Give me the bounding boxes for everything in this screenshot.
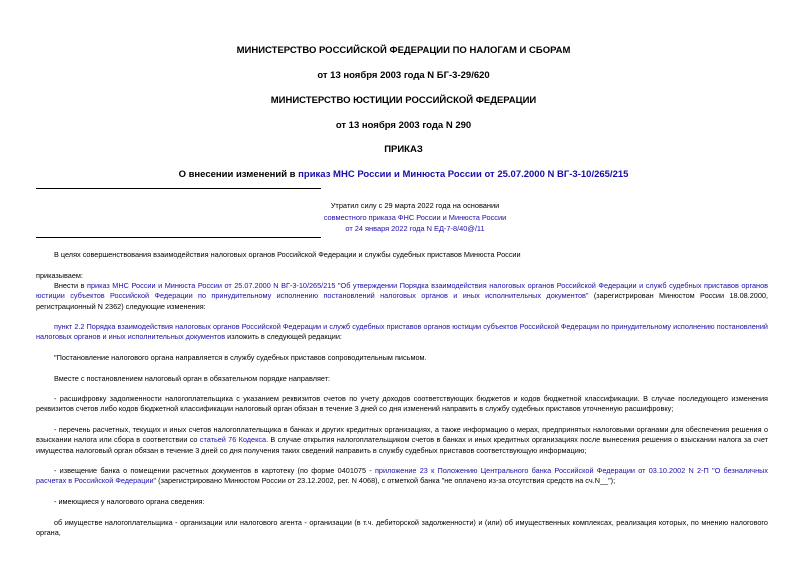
header-ministry-tax: МИНИСТЕРСТВО РОССИЙСКОЙ ФЕДЕРАЦИИ ПО НАЛОГАМ И СБОРАМ	[236, 45, 571, 56]
paragraph-bank-notice	[36, 466, 768, 487]
accounts-text-b: . В случае открытия налогоплательщиком счетов в банках и иных кредитных организациях после вынесения решения о взыскании налога за счет имущества налоговый орган обязан в течение 3 дней со дня получения таких сведений направить в службу судебных приставов соответствующую информацию;	[36, 435, 768, 455]
central-bank-link[interactable]: приложение 23 к Положению Центрального банка Российской Федерации от 03.10.2002 N 2-П "О безналичных расчетах в Российской Федерации"	[36, 466, 769, 486]
paragraph-purpose: В целях совершенствования взаимодействия налоговых органов Российской Федерации и службы судебных приставов Минюста России	[54, 250, 521, 259]
paragraph-together: Вместе с постановлением налоговый орган в обязательном порядке направляет:	[54, 374, 331, 383]
bank-notice-text-b: (зарегистрировано Минюстом России от 23.12.2002, рег. N 4068), с отметкой банка "не оплачено из-за отсутствия средств на сч.N__");	[156, 476, 616, 486]
amendment-link[interactable]: приказ МНС России и Минюста России от 25.07.2000 N ВГ-3-10/265/215 "Об утверждении Порядка взаимодействия налоговых органов Российской Федерации и служб судебных приставов органов юстиции субъектов Российской Федерации по принудительному исполнению постановлений налоговых органов и иных исполнительных документов"	[36, 281, 769, 301]
article-76-link[interactable]: статьей 76 Кодекса	[199, 435, 267, 445]
paragraph-debt-breakdown: - расшифровку задолженности налогоплательщика с указанием реквизитов счетов по учету доходов соответствующих бюджетов и кодов бюджетной классификации. В случае последующего изменения реквизитов счетов либо кодов бюджетной классификации налоговый орган обязан в течение 3 дней со дня изменений направить в службу судебных приставов уточненную расшифровку;	[36, 394, 768, 414]
document-type-title: ПРИКАЗ	[384, 144, 423, 155]
paragraph-accounts-list	[36, 425, 768, 456]
status-note-text: Утратил силу с 29 марта 2022 года на основании	[330, 201, 500, 210]
bank-notice-text-a: - извещение банка о помещении расчетных документов в картотеку (по форме 0401075 -	[54, 466, 375, 475]
bottom-divider	[36, 237, 321, 238]
clause-link[interactable]: пункт 2.2 Порядка взаимодействия налоговых органов Российской Федерации и служб судебных приставов органов юстиции субъектов Российской Федерации по принудительному исполнению постановлений налоговых органов и иных исполнительных документов	[36, 322, 768, 342]
paragraph-resolution: "Постановление налогового органа направляется в службу судебных приставов сопроводительным письмом.	[54, 353, 427, 362]
paragraph-property: об имуществе налогоплательщика - организации или налогового агента - организации (в т.ч. дебиторской задолженности) и (или) об имущественных комплексах, реализация которых, по мнению налогового органа,	[36, 518, 768, 538]
status-note	[300, 200, 530, 235]
status-note-link-2[interactable]: от 24 января 2022 года N ЕД-7-8/40@/11	[345, 224, 485, 233]
paragraph-clause	[36, 322, 768, 343]
paragraph-amendment	[36, 281, 768, 312]
paragraph-order-word: приказываем:	[36, 271, 83, 280]
status-note-link-1[interactable]: совместного приказа ФНС России и Минюста России	[323, 212, 507, 222]
subject-link[interactable]: приказ МНС России и Минюста России от 25.07.2000 N ВГ-3-10/265/215	[298, 169, 629, 180]
amendment-text-a: Внести в	[54, 281, 87, 290]
subject-prefix: О внесении изменений в	[178, 169, 299, 180]
accounts-text-a: - перечень расчетных, текущих и иных счетов налогоплательщика в банках и других кредитных организациях, а также информацию о мерах, предпринятых налоговыми органами для обеспечения решения о взыскании налога или сбора в соответствии со	[36, 425, 768, 445]
clause-text: изложить в следующей редакции:	[225, 332, 342, 342]
top-divider	[36, 188, 321, 189]
paragraph-info: - имеющиеся у налогового органа сведения:	[54, 497, 205, 506]
header-ministry-justice: МИНИСТЕРСТВО ЮСТИЦИИ РОССИЙСКОЙ ФЕДЕРАЦИИ	[270, 95, 537, 106]
document-subject	[0, 169, 807, 181]
header-date-number-2: от 13 ноября 2003 года N 290	[335, 120, 472, 131]
header-date-number-1: от 13 ноября 2003 года N БГ-3-29/620	[317, 70, 490, 81]
amendment-text-b: (зарегистрирован Минюстом России 18.08.2000, регистрационный N 2362) следующие изменения:	[36, 291, 768, 311]
